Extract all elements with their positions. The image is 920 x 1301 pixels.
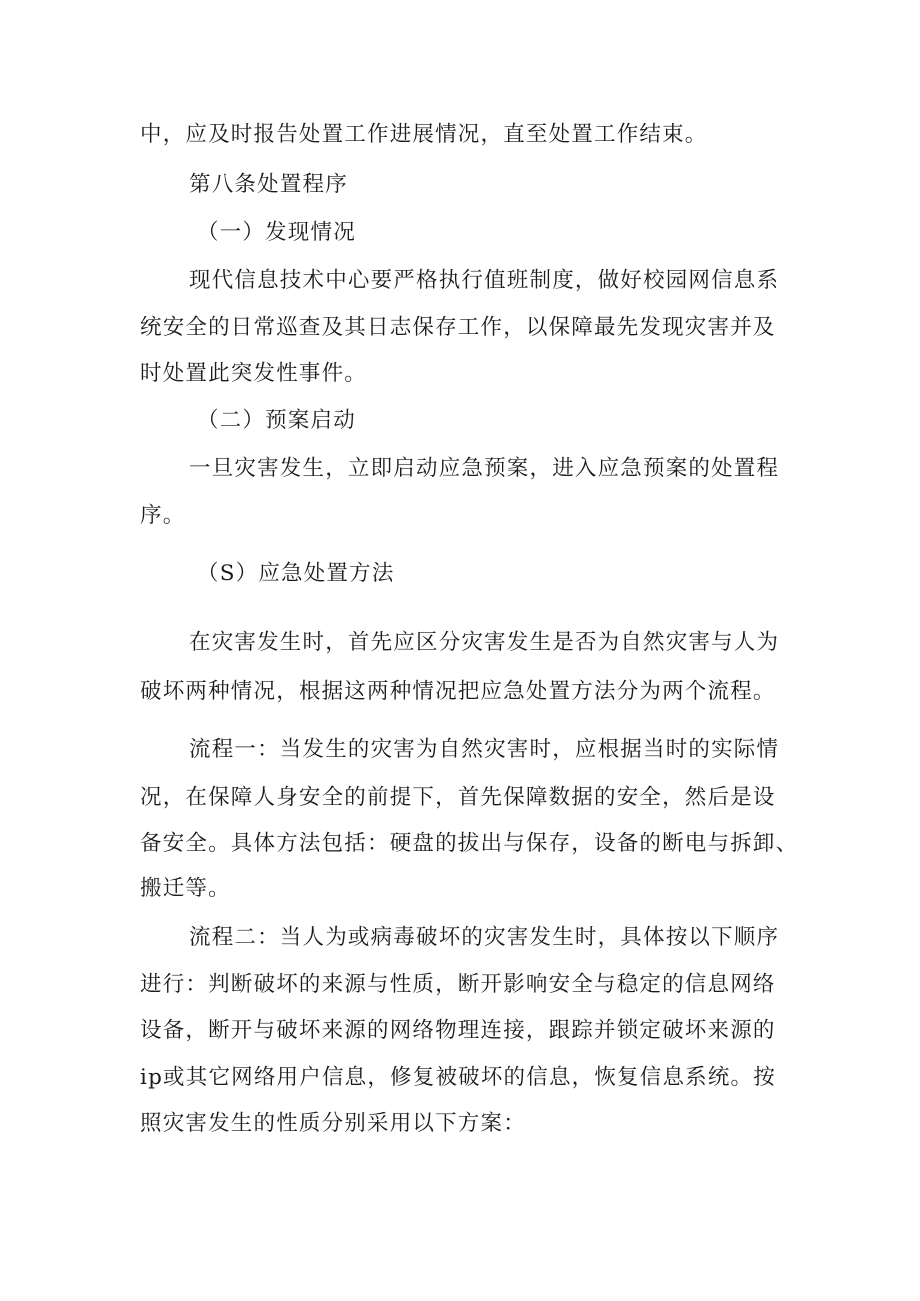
section-heading-emergency-method: （S）应急处置方法 xyxy=(197,561,395,586)
text-line-continuation: 中，应及时报告处置工作进展情况，直至处置工作结束。 xyxy=(140,122,708,147)
paragraph-line: 况，在保障人身安全的前提下，首先保障数据的安全，然后是设 xyxy=(140,785,776,810)
section-heading-plan-start: （二）预案启动 xyxy=(197,408,356,433)
paragraph-line: 设备，断开与破坏来源的网络物理连接，跟踪并锁定破坏来源的 xyxy=(140,1018,776,1043)
paragraph-line: 照灾害发生的性质分别采用以下方案： xyxy=(140,1111,526,1136)
paragraph-line: 时处置此突发性事件。 xyxy=(140,361,368,386)
paragraph-line: 序。 xyxy=(140,503,186,528)
paragraph-line: 现代信息技术中心要严格执行值班制度，做好校园网信息系 xyxy=(189,268,780,293)
paragraph-line: 破坏两种情况，根据这两种情况把应急处置方法分为两个流程。 xyxy=(140,679,776,704)
paragraph-line: 备安全。具体方法包括：硬盘的拔出与保存，设备的断电与拆卸、 xyxy=(140,831,799,856)
paragraph-line: ip或其它网络用户信息，修复被破坏的信息，恢复信息系统。按 xyxy=(140,1065,776,1090)
paragraph-line: 一旦灾害发生，立即启动应急预案，进入应急预案的处置程 xyxy=(189,456,780,481)
paragraph-line: 搬迁等。 xyxy=(140,876,231,901)
paragraph-line: 流程二：当人为或病毒破坏的灾害发生时，具体按以下顺序 xyxy=(189,925,780,950)
article-heading: 第八条处置程序 xyxy=(189,172,348,197)
paragraph-line: 在灾害发生时，首先应区分灾害发生是否为自然灾害与人为 xyxy=(189,630,780,655)
paragraph-line: 进行：判断破坏的来源与性质，断开影响安全与稳定的信息网络 xyxy=(140,972,776,997)
paragraph-line: 流程一：当发生的灾害为自然灾害时，应根据当时的实际情 xyxy=(189,737,780,762)
paragraph-line: 统安全的日常巡查及其日志保存工作，以保障最先发现灾害并及 xyxy=(140,315,776,340)
section-heading-discovery: （一）发现情况 xyxy=(197,220,356,245)
